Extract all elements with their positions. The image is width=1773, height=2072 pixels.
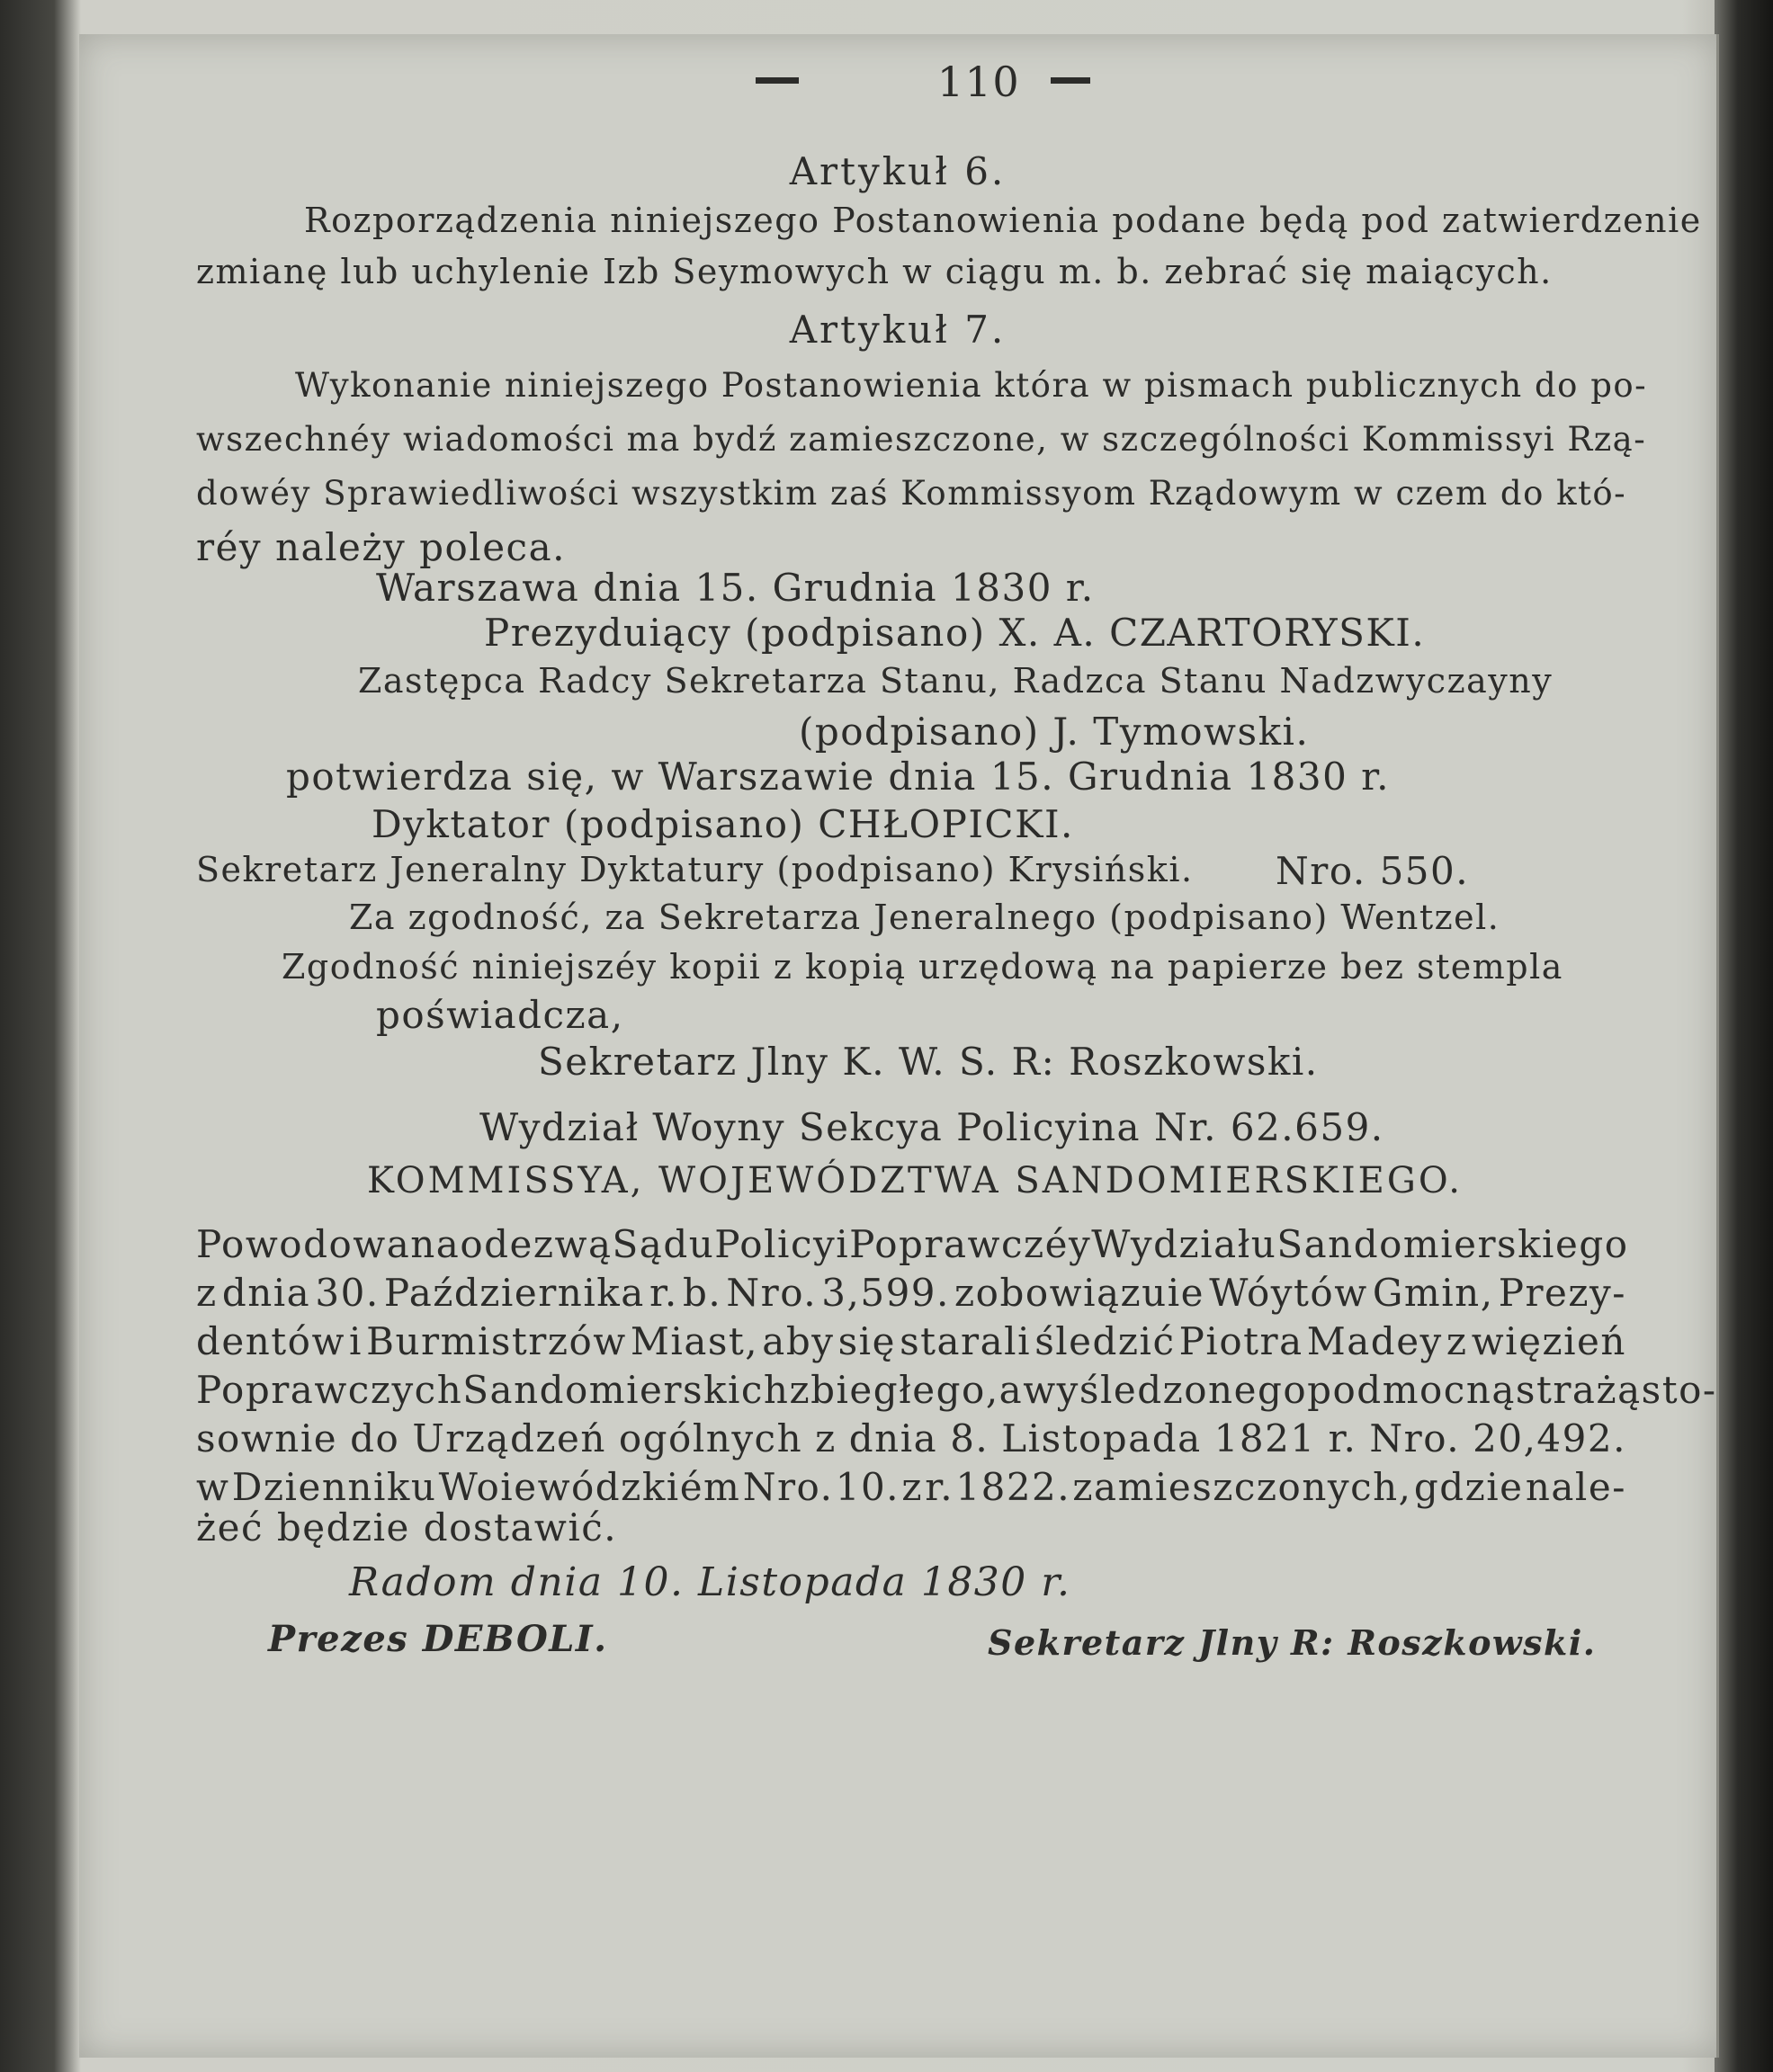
dictator-signature: Dyktator (podpisano) CHŁOPICKI. <box>372 802 1074 846</box>
notice-word: Gmin, <box>1372 1271 1494 1315</box>
confirmation-line: potwierdza się, w Warszawie dnia 15. Grudnia 1830 r. <box>286 755 1390 799</box>
notice-word: Prezy- <box>1498 1271 1626 1315</box>
deputy-signature: (podpisano) J. Tymowski. <box>799 710 1310 754</box>
notice-word: sownie <box>196 1416 338 1460</box>
notice-word: mocną <box>1382 1368 1516 1412</box>
notice-word: r. <box>925 1465 954 1509</box>
copy-certification-line-1: Zgodność niniejszéy kopii z kopią urzędową na papierze bez stempla <box>282 947 1563 987</box>
notice-word: zobowiązuie <box>954 1271 1205 1315</box>
article-7-line-4: réy należy poleca. <box>196 525 566 569</box>
article-6-line-2: zmianę lub uchylenie Izb Seymowych w ciągu m. b. zebrać się maiących. <box>196 252 1553 291</box>
notice-word: r. <box>1328 1416 1357 1460</box>
notice-word: Listopada <box>1001 1416 1202 1460</box>
president-signature: Prezyduiący (podpisano) X. A. CZARTORYSKI. <box>484 611 1426 655</box>
secretary-general-line: Sekretarz Jeneralny Dyktatury (podpisano) Krysiński. <box>196 850 1194 889</box>
notice-word: Powodowana <box>196 1222 461 1266</box>
notice-word: sto- <box>1641 1368 1717 1412</box>
notice-word: z <box>196 1271 218 1315</box>
page-number-dash-left <box>756 77 799 84</box>
notice-word: Piotra <box>1178 1319 1303 1363</box>
notice-word: Wydziału <box>1091 1222 1277 1266</box>
notice-line <box>196 1416 1626 1460</box>
notice-word: 8. <box>950 1416 989 1460</box>
notice-word: z <box>901 1465 923 1509</box>
document-page <box>79 34 1719 2058</box>
notice-word: 3,599. <box>821 1271 950 1315</box>
notice-word: Madey <box>1306 1319 1443 1363</box>
notice-word: pod <box>1307 1368 1383 1412</box>
notice-word: dnia <box>848 1416 938 1460</box>
notice-line <box>196 1319 1626 1363</box>
notice-word: Policyi <box>714 1222 850 1266</box>
notice-word: Poprawczych <box>196 1368 463 1412</box>
article-6-line-1: Rozporządzenia niniejszego Postanowienia podane będą pod zatwierdzenie <box>304 201 1702 240</box>
article-7-line-2: wszechnéy wiadomości ma bydź zamieszczone, w szczególności Kommissyi Rzą- <box>196 420 1647 459</box>
page-number-dash-right <box>1051 77 1090 84</box>
notice-word: starali <box>900 1319 1032 1363</box>
notice-word: 30. <box>315 1271 380 1315</box>
notice-word: Wóytów <box>1209 1271 1368 1315</box>
article-7-line-3: dowéy Sprawiedliwości wszystkim zaś Kommissyom Rządowym w czem do któ- <box>196 474 1627 513</box>
notice-word: w <box>196 1465 230 1509</box>
notice-word: Nro. <box>742 1465 834 1509</box>
notice-word: śledzić <box>1034 1319 1176 1363</box>
deputy-line: Zastępca Radcy Sekretarza Stanu, Radzca Stanu Nadzwyczayny <box>358 661 1554 701</box>
notice-word: a <box>998 1368 1024 1412</box>
notice-last-line: żeć będzie dostawić. <box>196 1505 618 1550</box>
notice-word: gdzie <box>1413 1465 1524 1509</box>
book-spine <box>1715 0 1773 2072</box>
document-number: Nro. 550. <box>1276 849 1470 893</box>
notice-word: aby <box>762 1319 835 1363</box>
notice-word: odezwą <box>460 1222 613 1266</box>
notice-word: Sandomierskich <box>462 1368 790 1412</box>
page-number: 110 <box>936 58 1021 106</box>
notice-word: do <box>350 1416 400 1460</box>
notice-word: r. <box>649 1271 678 1315</box>
notice-word: b. <box>682 1271 722 1315</box>
notice-word: Nro. <box>726 1271 818 1315</box>
notice-line <box>196 1368 1717 1412</box>
article-7-line-1: Wykonanie niniejszego Postanowienia która w pismach publicznych do po- <box>295 366 1648 405</box>
copy-secretary-signature: Sekretarz Jlny K. W. S. R: Roszkowski. <box>538 1040 1319 1084</box>
notice-word: zbiegłego, <box>789 1368 999 1412</box>
notice-heading: KOMMISSYA, WOJEWÓDZTWA SANDOMIERSKIEGO. <box>367 1160 1463 1201</box>
notice-word: dnia <box>221 1271 311 1315</box>
notice-word: 20,492. <box>1473 1416 1626 1460</box>
notice-word: i <box>349 1319 363 1363</box>
notice-line <box>196 1222 1629 1266</box>
notice-word: dentów <box>196 1319 345 1363</box>
notice-word: strażą <box>1515 1368 1642 1412</box>
notice-word: się <box>837 1319 896 1363</box>
radom-date: Radom dnia 10. Listopada 1830 r. <box>349 1559 1071 1605</box>
article-6-heading: Artykuł 6. <box>789 149 1007 193</box>
notice-word: 10. <box>835 1465 900 1509</box>
notice-word: więzień <box>1471 1319 1626 1363</box>
notice-word: z <box>815 1416 837 1460</box>
warsaw-date: Warszawa dnia 15. Grudnia 1830 r. <box>376 566 1095 610</box>
notice-word: z <box>1446 1319 1468 1363</box>
notice-word: Sandomierskiego <box>1276 1222 1629 1266</box>
notice-word: Urządzeń <box>412 1416 606 1460</box>
copy-certification-line-2: poświadcza, <box>376 993 624 1037</box>
notice-word: zamieszczonych, <box>1072 1465 1412 1509</box>
notice-word: Woiewódzkiém <box>438 1465 741 1509</box>
notice-line <box>196 1271 1626 1315</box>
notice-secretary-signature: Sekretarz Jlny R: Roszkowski. <box>988 1622 1597 1663</box>
conformity-line: Za zgodność, za Sekretarza Jeneralnego (podpisano) Wentzel. <box>349 898 1500 937</box>
notice-word: ogólnych <box>618 1416 803 1460</box>
article-7-heading: Artykuł 7. <box>789 308 1007 352</box>
notice-word: Poprawczéy <box>849 1222 1092 1266</box>
notice-word: Sądu <box>612 1222 715 1266</box>
notice-word: Miast, <box>630 1319 759 1363</box>
notice-word: nale- <box>1525 1465 1626 1509</box>
notice-word: 1821 <box>1213 1416 1316 1460</box>
notice-word: Nro. <box>1369 1416 1461 1460</box>
notice-word: Dzienniku <box>231 1465 437 1509</box>
notice-word: wyśledzonego <box>1023 1368 1308 1412</box>
department-line: Wydział Woyny Sekcya Policyina Nr. 62.659. <box>479 1105 1384 1149</box>
notice-line <box>196 1465 1626 1509</box>
notice-word: Burmistrzów <box>366 1319 627 1363</box>
notice-word: Października <box>383 1271 645 1315</box>
notice-word: 1822. <box>955 1465 1071 1509</box>
notice-president-signature: Prezes DEBOLI. <box>268 1618 608 1660</box>
